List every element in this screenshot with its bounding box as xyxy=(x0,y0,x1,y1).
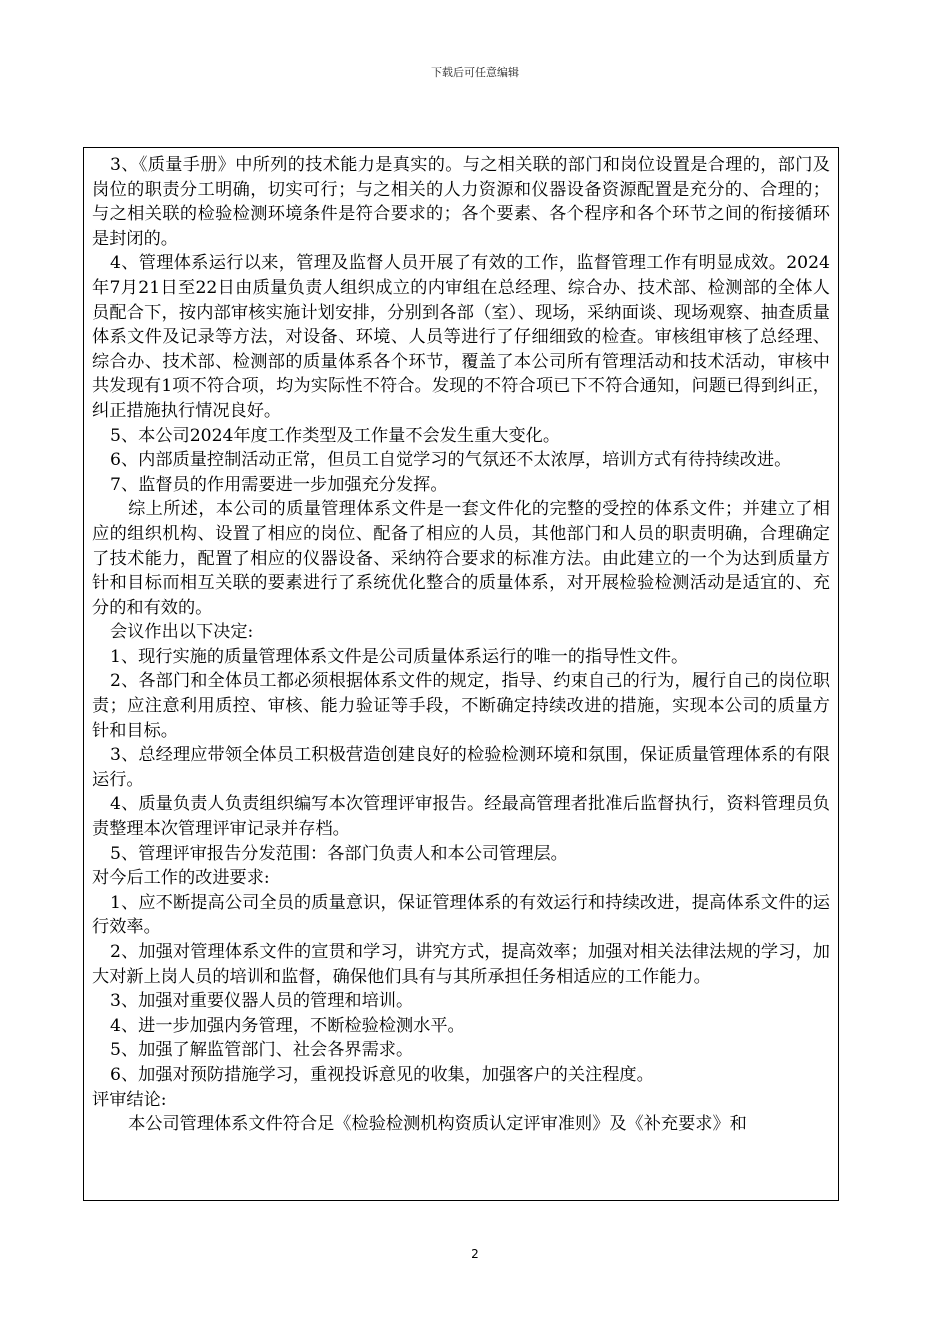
paragraph-item-7-supervisor: 7、监督员的作用需要进一步加强充分发挥。 xyxy=(110,474,448,495)
page-header: 下载后可任意编辑 xyxy=(431,66,519,79)
document-body-box xyxy=(83,147,839,1201)
improvement-item-2: 2、加强对管理体系文件的宣贯和学习，讲究方式，提高效率；加强对相关法律法规的学习，加大对新上岗人员的培训和监督，确保他们具有与其所承担任务相适应的工作能力。 xyxy=(92,942,830,987)
decision-item-5: 5、管理评审报告分发范围：各部门负责人和本公司管理层。 xyxy=(110,843,568,864)
paragraph-item-6-quality-control: 6、内部质量控制活动正常，但员工自觉学习的气氛还不太浓厚，培训方式有待持续改进。 xyxy=(110,450,792,471)
improvement-item-4: 4、进一步加强内务管理，不断检验检测水平。 xyxy=(110,1015,465,1036)
improvement-item-6: 6、加强对预防措施学习，重视投诉意见的收集，加强客户的关注程度。 xyxy=(110,1064,654,1085)
conclusion-text: 本公司管理体系文件符合足《检验检测机构资质认定评审准则》及《补充要求》和 xyxy=(128,1114,747,1135)
decision-item-3: 3、总经理应带领全体员工积极营造创建良好的检验检测环境和氛围，保证质量管理体系的有限运行。 xyxy=(92,745,830,790)
paragraph-item-5-workload: 5、本公司2024年度工作类型及工作量不会发生重大变化。 xyxy=(110,425,561,446)
paragraph-item-4-internal-audit: 4、管理体系运行以来，管理及监督人员开展了有效的工作，监督管理工作有明显成效。2024年7月21日至22日由质量负责人组织成立的内审组在总经理、综合办、技术部、检测部的全体人员配合下，按内部审核实施计划安排，分别到各部（室）、现场，采纳面谈、现场观察、抽查质量体系文件及记录等方法，对设备、环境、人员等进行了仔细细致的检查。审核组审核了总经理、综合办、技术部、检测部的质量体系各个环节，覆盖了本公司所有管理活动和技术活动，审核中共发现有1项不符合项，均为实际性不符合。发现的不符合项已下不符合通知，问题已得到纠正，纠正措施执行情况良好。 xyxy=(92,253,830,421)
improvement-item-5: 5、加强了解监管部门、社会各界需求。 xyxy=(110,1040,414,1061)
decision-item-1: 1、现行实施的质量管理体系文件是公司质量体系运行的唯一的指导性文件。 xyxy=(110,646,689,667)
paragraph-summary: 综上所述，本公司的质量管理体系文件是一套文件化的完整的受控的体系文件；并建立了相应的组织机构、设置了相应的岗位、配备了相应的人员，其他部门和人员的职责明确，合理确定了技术能力，配置了相应的仪器设备、采纳符合要求的标准方法。由此建立的一个为达到质量方针和目标而相互关联的要素进行了系统优化整合的质量体系，对开展检验检测活动是适宜的、充分的和有效的。 xyxy=(92,499,830,618)
improvement-item-1: 1、应不断提高公司全员的质量意识，保证管理体系的有效运行和持续改进，提高体系文件的运行效率。 xyxy=(92,892,830,938)
page-number: 2 xyxy=(471,1247,479,1261)
section-heading-decisions: 会议作出以下决定: xyxy=(110,622,254,643)
decision-item-2: 2、各部门和全体员工都必须根据体系文件的规定，指导、约束自己的行为，履行自己的岗位职责；应注意利用质控、审核、能力验证等手段，不断确定持续改进的措施，实现本公司的质量方针和目标。 xyxy=(92,671,830,741)
improvement-item-3: 3、加强对重要仪器人员的管理和培训。 xyxy=(110,991,414,1012)
section-heading-conclusion: 评审结论: xyxy=(92,1089,167,1110)
section-heading-improvements: 对今后工作的改进要求: xyxy=(92,868,270,889)
decision-item-4: 4、质量负责人负责组织编写本次管理评审报告。经最高管理者批准后监督执行，资料管理员负责整理本次管理评审记录并存档。 xyxy=(92,794,830,840)
paragraph-item-3-quality-manual: 3、《质量手册》中所列的技术能力是真实的。与之相关联的部门和岗位设置是合理的，部门及岗位的职责分工明确，切实可行；与之相关的人力资源和仪器设备资源配置是充分的、合理的；与之相关联的检验检测环境条件是符合要求的；各个要素、各个程序和各个环节之间的衔接循环是封闭的。 xyxy=(92,155,830,249)
